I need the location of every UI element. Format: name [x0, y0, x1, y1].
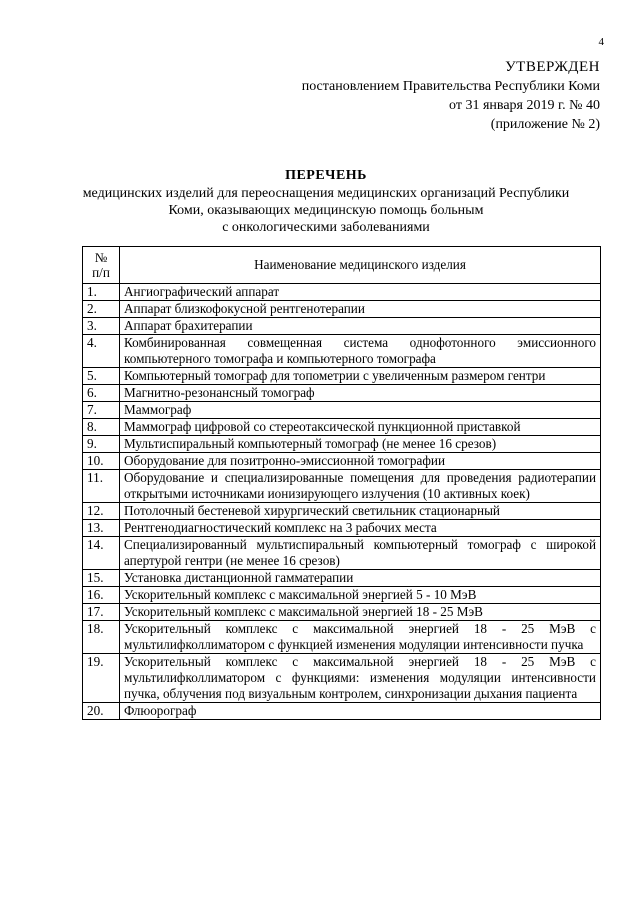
row-number: 3.: [83, 318, 120, 335]
row-number: 6.: [83, 385, 120, 402]
document-heading: [40, 167, 612, 236]
table-row: [83, 654, 601, 703]
row-device-name: Аппарат близкофокусной рентгенотерапии: [120, 301, 601, 318]
table-row: [83, 621, 601, 654]
approval-title: УТВЕРЖДЕН: [505, 59, 600, 75]
table-row: [83, 419, 601, 436]
table-row: [83, 318, 601, 335]
row-device-name: Оборудование для позитронно-эмиссионной томографии: [120, 453, 601, 470]
row-number: 11.: [83, 470, 120, 503]
row-device-name: Ангиографический аппарат: [120, 284, 601, 301]
row-device-name: Установка дистанционной гамматерапии: [120, 570, 601, 587]
row-device-name: Специализированный мультиспиральный компьютерный томограф с широкой апертурой гентри (не менее 16 срезов): [120, 537, 601, 570]
table-row: [83, 570, 601, 587]
row-device-name: Магнитно-резонансный томограф: [120, 385, 601, 402]
row-device-name: Флюорограф: [120, 703, 601, 720]
table-row: [83, 301, 601, 318]
row-number: 8.: [83, 419, 120, 436]
row-device-name: Ускорительный комплекс с максимальной энергией 18 - 25 МэВ с мультилифколлиматором с функциями: изменения модуляции интенсивности пучка, облучения под визуальным контролем, синхронизации дыхания пациента: [120, 654, 601, 703]
row-number: 20.: [83, 703, 120, 720]
table-row: [83, 537, 601, 570]
page-number: 4: [598, 36, 604, 48]
approval-line-1: постановлением Правительства Республики Коми: [301, 79, 600, 94]
row-device-name: Ускорительный комплекс с максимальной энергией 18 - 25 МэВ: [120, 604, 601, 621]
table-body: [83, 284, 601, 720]
row-number: 17.: [83, 604, 120, 621]
row-number: 2.: [83, 301, 120, 318]
table-row: [83, 284, 601, 301]
row-device-name: Аппарат брахитерапии: [120, 318, 601, 335]
approval-line-3: (приложение № 2): [490, 117, 600, 132]
document-title: ПЕРЕЧЕНЬ: [285, 168, 367, 183]
row-device-name: Потолочный бестеневой хирургический светильник стационарный: [120, 503, 601, 520]
row-number: 16.: [83, 587, 120, 604]
row-number: 19.: [83, 654, 120, 703]
row-device-name: Маммограф: [120, 402, 601, 419]
row-number: 18.: [83, 621, 120, 654]
table-row: [83, 453, 601, 470]
approval-line-2: от 31 января 2019 г. № 40: [449, 98, 600, 113]
header-device-name: Наименование медицинского изделия: [120, 247, 601, 284]
table-row: [83, 470, 601, 503]
row-number: 15.: [83, 570, 120, 587]
row-number: 4.: [83, 335, 120, 368]
row-device-name: Маммограф цифровой со стереотаксической пункционной приставкой: [120, 419, 601, 436]
row-number: 10.: [83, 453, 120, 470]
document-subtitle-line-1: медицинских изделий для переоснащения медицинских организаций Республики: [82, 186, 570, 201]
row-device-name: Ускорительный комплекс с максимальной энергией 5 - 10 МэВ: [120, 587, 601, 604]
row-device-name: Рентгенодиагностический комплекс на 3 рабочих места: [120, 520, 601, 537]
table-row: [83, 402, 601, 419]
header-number-sign: №: [94, 250, 108, 265]
row-number: 7.: [83, 402, 120, 419]
header-number: [83, 247, 120, 284]
table-row: [83, 335, 601, 368]
table-row: [83, 587, 601, 604]
row-device-name: Ускорительный комплекс с максимальной энергией 18 - 25 МэВ с мультилифколлиматором с функцией изменения модуляции интенсивности пучка: [120, 621, 601, 654]
row-number: 13.: [83, 520, 120, 537]
row-device-name: Мультиспиральный компьютерный томограф (не менее 16 срезов): [120, 436, 601, 453]
table-row: [83, 503, 601, 520]
document-subtitle-line-3: с онкологическими заболеваниями: [222, 220, 430, 235]
row-device-name: Оборудование и специализированные помещения для проведения радиотерапии открытыми источниками ионизирующего излучения (10 активных коек): [120, 470, 601, 503]
table-row: [83, 385, 601, 402]
row-number: 1.: [83, 284, 120, 301]
row-device-name: Компьютерный томограф для топометрии с увеличенным размером гентри: [120, 368, 601, 385]
row-number: 14.: [83, 537, 120, 570]
document-subtitle-line-2: Коми, оказывающих медицинскую помощь больным: [168, 203, 484, 218]
table-row: [83, 520, 601, 537]
devices-table: [82, 246, 601, 720]
row-number: 12.: [83, 503, 120, 520]
approval-block: [302, 58, 600, 134]
table-row: [83, 703, 601, 720]
row-device-name: Комбинированная совмещенная система однофотонного эмиссионного компьютерного томографа и компьютерного томографа: [120, 335, 601, 368]
header-number-abbr: п/п: [92, 265, 110, 280]
row-number: 9.: [83, 436, 120, 453]
table-header-row: [83, 247, 601, 284]
table-row: [83, 436, 601, 453]
row-number: 5.: [83, 368, 120, 385]
table-row: [83, 604, 601, 621]
table-row: [83, 368, 601, 385]
